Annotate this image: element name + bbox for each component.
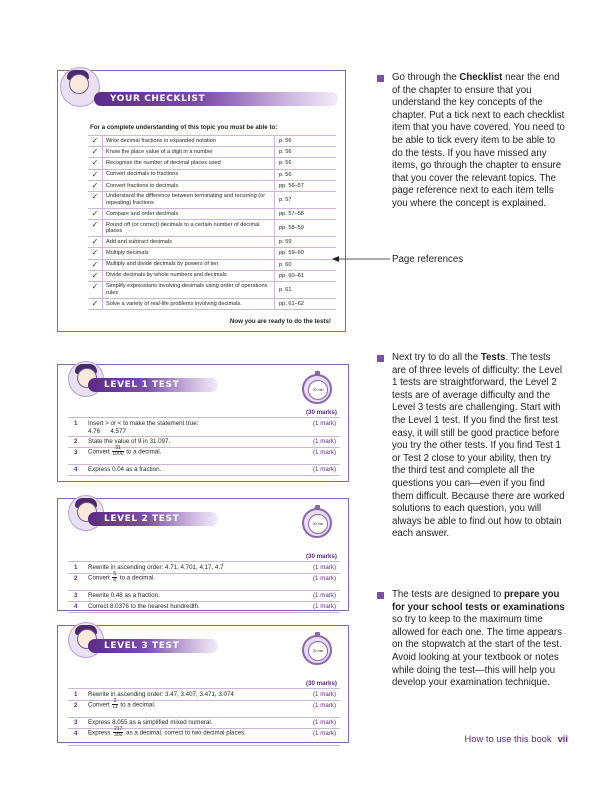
- fraction: $\frac{31}{1000}$: [112, 445, 124, 458]
- test-title: LEVEL 1 TEST: [104, 380, 180, 390]
- checklist-title: YOUR CHECKLIST: [110, 94, 206, 104]
- bullet-square: [377, 592, 384, 599]
- question-marks: (1 mark): [313, 702, 337, 709]
- checklist-row: [88, 248, 336, 259]
- checklist-item-text: Understand the difference between terminating and recurring (or repeating) fractions: [103, 192, 275, 208]
- question-text: Express $\frac{217}{300}$ as a decimal, correct to two decimal places.: [88, 726, 246, 739]
- checklist-row: [88, 170, 336, 181]
- question-marks: (1 mark): [313, 564, 337, 571]
- stopwatch-time: 30 min: [308, 641, 328, 661]
- question-number: 2: [74, 575, 78, 582]
- instruction-tests: Next try to do all the Tests. The tests are of three levels of difficulty: the Level 1 tests are straightforward, the Level 2 tests are of average difficulty and the Level 3 tests are challenging. Start with the Level 1 test. If you find the first test easy, it will still be good practice before you try the other tests. If you find Test 1 or Test 2 close to your ability, then try the third test and complete all the questions you can—even if you find them difficult. Because there are worked solutions to each question, you will always be able to find out how to obtain each answer.: [377, 352, 567, 541]
- page-references-label: Page references: [392, 254, 464, 265]
- question-number: 4: [74, 730, 78, 737]
- checklist-item-text: Compare and order decimals: [103, 209, 275, 219]
- checklist-row: [88, 237, 336, 248]
- checklist-row: [88, 299, 336, 310]
- check-mark: ✓: [88, 170, 103, 180]
- instruction-exam-prep: The tests are designed to prepare you for your school tests or examinations so try to keep to the maximum time allowed for each one. The time appears on the stopwatch at the start of the test. Avoid looking at your textbook or notes while doing the test—this will help you develop your examination technique.: [377, 589, 567, 690]
- checklist-item-text: Recognise the number of decimal places used: [103, 158, 275, 168]
- page-references-arrow: [332, 254, 392, 264]
- checklist-row: [88, 158, 336, 169]
- check-mark: ✓: [88, 209, 103, 219]
- question-number: 1: [74, 564, 78, 571]
- divider: [68, 475, 340, 476]
- check-mark: ✓: [88, 282, 103, 298]
- checklist-intro: For a complete understanding of this topic you must be able to:: [90, 124, 278, 131]
- checklist-item-page: pp. 56–57: [279, 182, 304, 189]
- question-text: Convert $\frac{31}{1000}$ to a decimal.: [88, 445, 162, 458]
- check-mark: ✓: [88, 299, 103, 309]
- checklist-table: [88, 135, 336, 310]
- check-mark: ✓: [88, 181, 103, 191]
- question-text: Express 0.04 as a fraction.: [88, 466, 162, 473]
- question-number: 3: [74, 449, 78, 456]
- question-marks: (1 mark): [313, 603, 337, 610]
- divider: [68, 464, 340, 465]
- page-number: vii: [557, 733, 568, 744]
- fraction: $\frac{2}{11}$: [112, 698, 118, 711]
- question-marks: (1 mark): [313, 438, 337, 445]
- divider: [68, 688, 340, 689]
- checklist-item-text: Write decimal fractions in expanded notation: [103, 136, 275, 146]
- total-marks: (30 marks): [306, 409, 337, 416]
- question-text: Rewrite 0.48 as a fraction.: [88, 592, 160, 599]
- checklist-item-page: p. 56: [279, 149, 292, 156]
- bullet-square: [377, 75, 384, 82]
- checklist-item-text: Convert fractions to decimals: [103, 181, 275, 191]
- checklist-row: [88, 209, 336, 220]
- total-marks: (30 marks): [306, 680, 337, 687]
- question-text: Correct 8.0376 to the nearest hundredth.: [88, 603, 200, 610]
- checklist-item-text: Know the place value of a digit in a number: [103, 147, 275, 157]
- checklist-item-text: Solve a variety of real-life problems involving decimals.: [103, 299, 275, 309]
- checklist-item-text: Divide decimals by whole numbers and decimals: [103, 271, 275, 281]
- question-text: Rewrite in ascending order: 3.47, 3.407, 3.471, 3.074: [88, 691, 234, 698]
- question-number: 3: [74, 592, 78, 599]
- checklist-item-page: pp. 58–59: [279, 225, 304, 232]
- checklist-item-text: Round off (or correct) decimals to a certain number of decimal places: [103, 220, 275, 236]
- checklist-row: [88, 136, 336, 147]
- checklist-item-text: Convert decimals to fractions: [103, 170, 275, 180]
- page-footer: [465, 733, 568, 744]
- divider: [68, 417, 340, 418]
- checklist-item-page: pp. 59–60: [279, 250, 304, 257]
- test-header-bar: [88, 639, 218, 653]
- test-panel-level-2: [57, 498, 349, 611]
- checklist-row: [88, 181, 336, 192]
- check-mark: ✓: [88, 192, 103, 208]
- checklist-row: [88, 260, 336, 271]
- question-text: Insert > or < to make the statement true:: [88, 420, 199, 427]
- checklist-panel: [57, 70, 346, 332]
- checklist-item-page: pp. 60–61: [279, 272, 304, 279]
- checklist-item-page: p. 56: [279, 171, 292, 178]
- checklist-row: [88, 271, 336, 282]
- checklist-item-page: p. 56: [279, 160, 292, 167]
- check-mark: ✓: [88, 220, 103, 236]
- question-text: Convert $\frac{2}{11}$ to a decimal.: [88, 698, 156, 711]
- test-title: LEVEL 2 TEST: [104, 514, 180, 524]
- test-title: LEVEL 3 TEST: [104, 641, 180, 651]
- stopwatch-icon: [302, 508, 332, 538]
- checklist-item-text: Multiply decimals: [103, 248, 275, 258]
- question-number: 1: [74, 691, 78, 698]
- test-panel-level-3: [57, 625, 349, 743]
- checklist-item-page: p. 61: [279, 286, 292, 293]
- divider: [68, 717, 340, 718]
- total-marks: (30 marks): [306, 553, 337, 560]
- instruction-checklist: Go through the Checklist near the end of the chapter to ensure that you understand the key concepts of the chapter. Put a tick next to each checklist item that you have covered. You need to be able to tick every item to be able to do the tests. If you have missed any items, go through the chapter to ensure that you cover the relevant topics. The page reference next to each item tells you where the concept is explained.: [377, 72, 567, 211]
- question-marks: (1 mark): [313, 466, 337, 473]
- question-marks: (1 mark): [313, 730, 337, 737]
- checklist-row: [88, 147, 336, 158]
- checklist-item-page: p. 59: [279, 239, 292, 246]
- question-number: 1: [74, 420, 78, 427]
- question-text: Convert $\frac{5}{8}$ to a decimal.: [88, 571, 156, 584]
- question-marks: (1 mark): [313, 575, 337, 582]
- divider: [68, 612, 340, 613]
- stopwatch-time: 30 min: [308, 380, 328, 400]
- bullet-square: [377, 355, 384, 362]
- question-text: Rewrite in ascending order: 4.71, 4.701, 4.17, 4.7: [88, 564, 224, 571]
- check-mark: ✓: [88, 260, 103, 270]
- divider: [68, 745, 340, 746]
- divider: [68, 436, 340, 437]
- question-number: 2: [74, 438, 78, 445]
- checklist-header-bar: [94, 92, 338, 106]
- question-number: 3: [74, 719, 78, 726]
- checklist-row: [88, 282, 336, 299]
- question-number: 4: [74, 603, 78, 610]
- check-mark: ✓: [88, 136, 103, 146]
- question-marks: (1 mark): [313, 420, 337, 427]
- checklist-item-page: pp. 61–62: [279, 300, 304, 307]
- check-mark: ✓: [88, 237, 103, 247]
- checklist-item-page: pp. 57–58: [279, 211, 304, 218]
- check-mark: ✓: [88, 158, 103, 168]
- stopwatch-time: 30 min: [308, 514, 328, 534]
- check-mark: ✓: [88, 147, 103, 157]
- divider: [68, 590, 340, 591]
- question-marks: (1 mark): [313, 449, 337, 456]
- question-text: State the value of 9 in 31.097.: [88, 438, 171, 445]
- question-marks: (1 mark): [313, 691, 337, 698]
- checklist-item-page: p. 57: [279, 196, 292, 203]
- check-mark: ✓: [88, 271, 103, 281]
- fraction: $\frac{5}{8}$: [113, 571, 117, 584]
- divider: [68, 601, 340, 602]
- footer-label: How to use this book: [464, 733, 552, 744]
- question-number: 2: [74, 702, 78, 709]
- fraction: $\frac{217}{300}$: [114, 726, 123, 739]
- question-marks: (1 mark): [313, 592, 337, 599]
- checklist-item-text: Add and subtract decimals: [103, 237, 275, 247]
- checklist-row: [88, 220, 336, 237]
- checklist-footer: Now you are ready to do the tests!: [229, 318, 331, 325]
- checklist-item-page: p. 56: [279, 138, 292, 145]
- test-header-bar: [88, 512, 218, 526]
- question-text: Express 8.055 as a simplified mixed numeral.: [88, 719, 213, 726]
- question-marks: (1 mark): [313, 719, 337, 726]
- checklist-item-text: Multiply and divide decimals by powers of ten: [103, 260, 275, 270]
- checklist-item-page: p. 60: [279, 261, 292, 268]
- stopwatch-icon: [302, 374, 332, 404]
- test-header-bar: [88, 378, 218, 392]
- question-number: 4: [74, 466, 78, 473]
- test-panel-level-1: [57, 364, 349, 482]
- checklist-item-text: Simplify expressions involving decimals using order of operations rules: [103, 282, 275, 298]
- checklist-row: [88, 192, 336, 209]
- question-statement: 4.76 4.577: [88, 428, 126, 435]
- stopwatch-icon: [302, 635, 332, 665]
- check-mark: ✓: [88, 248, 103, 258]
- divider: [68, 561, 340, 562]
